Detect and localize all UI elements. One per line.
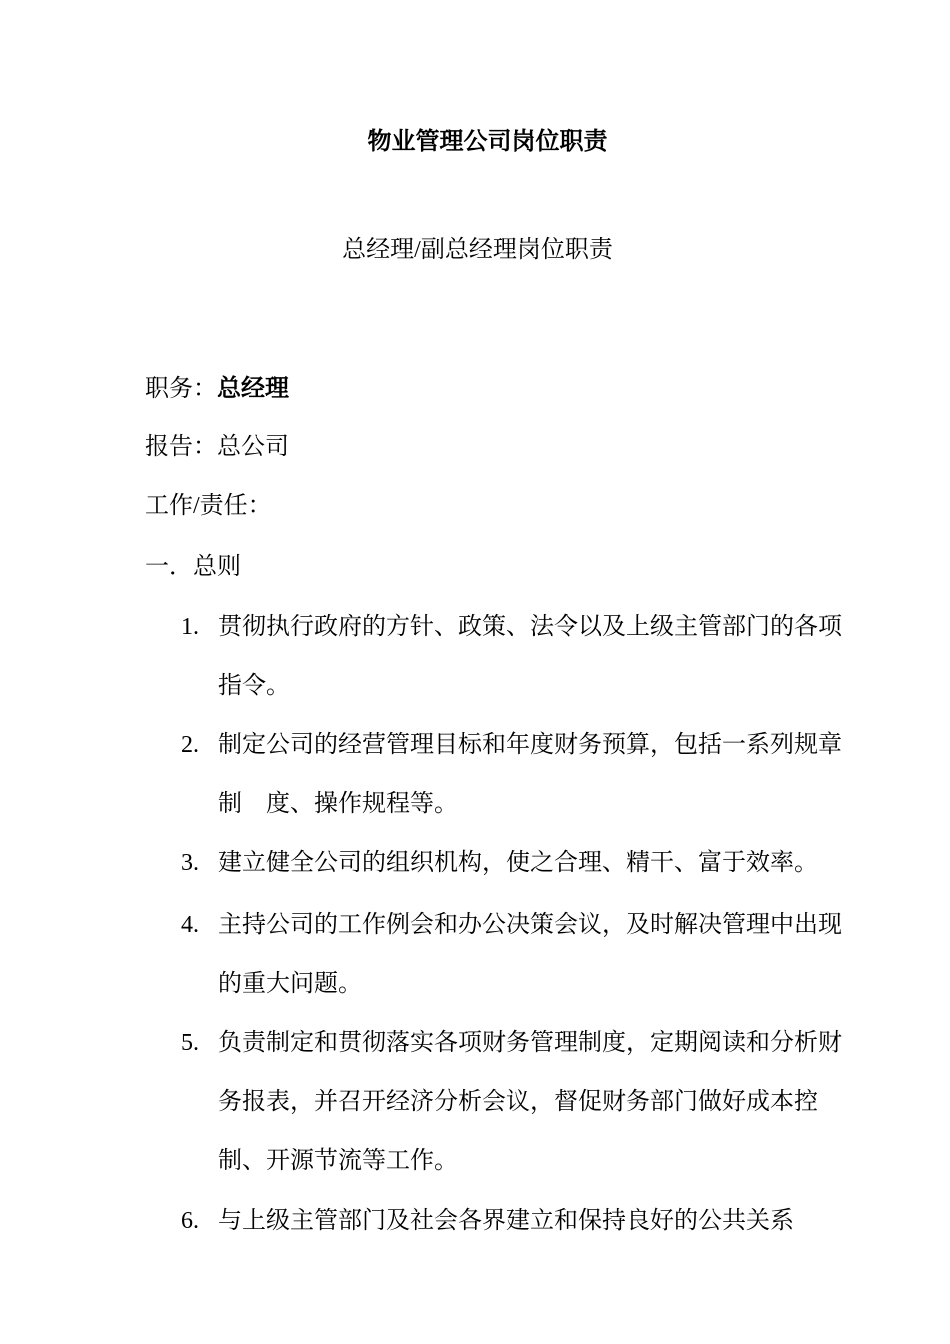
position-value: 总经理 [217, 376, 289, 402]
list-item-number: 2. [181, 732, 199, 758]
position-field [145, 373, 289, 405]
document-subtitle: 总经理/副总经理岗位职责 [342, 237, 613, 263]
list-item-number: 3. [181, 850, 199, 876]
position-label: 职务： [145, 376, 217, 402]
section-heading: 一．总则 [145, 554, 241, 580]
list-item-number: 6. [181, 1208, 199, 1234]
duties-label: 工作/责任： [145, 493, 272, 519]
list-item-number: 5. [181, 1030, 199, 1056]
list-item-number: 1. [181, 614, 199, 640]
list-item-number: 4. [181, 912, 199, 938]
list-item-text: 主持公司的工作例会和办公决策会议，及时解决管理中出现的重大问题。 [218, 912, 842, 997]
report-field [145, 431, 289, 463]
list-item-text: 与上级主管部门及社会各界建立和保持良好的公共关系 [218, 1208, 794, 1234]
list-item-text: 贯彻执行政府的方针、政策、法令以及上级主管部门的各项指令。 [218, 614, 842, 699]
report-value: 总公司 [217, 434, 289, 460]
list-item-text: 建立健全公司的组织机构，使之合理、精干、富于效率。 [218, 850, 818, 876]
document-title: 物业管理公司岗位职责 [367, 129, 608, 155]
report-label: 报告： [145, 434, 217, 460]
list-item-text: 负责制定和贯彻落实各项财务管理制度，定期阅读和分析财务报表，并召开经济分析会议，督促财务部门做好成本控制、开源节流等工作。 [218, 1030, 842, 1174]
list-item-text: 制定公司的经营管理目标和年度财务预算，包括一系列规章制 度、操作规程等。 [218, 732, 842, 817]
